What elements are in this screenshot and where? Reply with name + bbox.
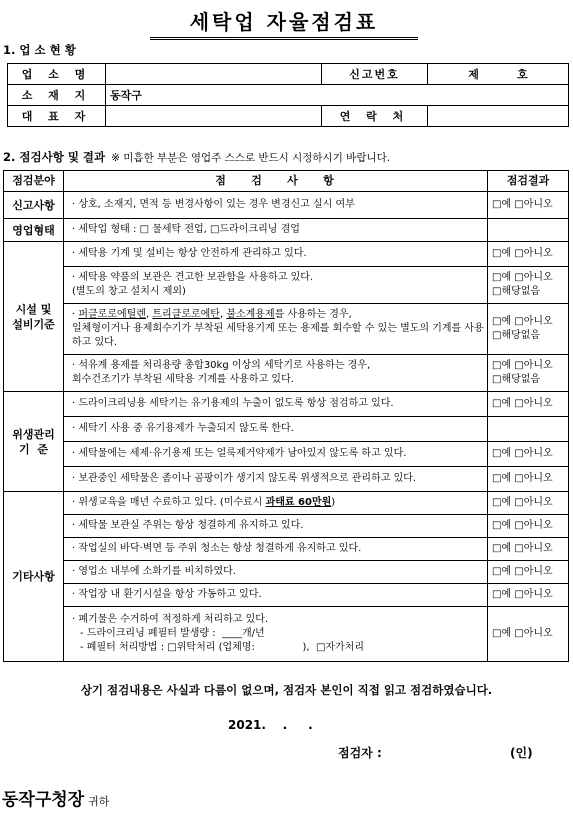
check-item (64, 492, 488, 515)
result-checkbox[interactable]: □예 □아니오 (488, 584, 569, 607)
result-checkbox[interactable]: □예 □아니오 (488, 242, 569, 267)
check-item: · 세탁용 기계 및 설비는 항상 안전하게 관리하고 있다. (64, 242, 488, 267)
category-facility-line1: 시설 및 (15, 302, 52, 316)
result-checkbox[interactable]: □예 □아니오 (488, 515, 569, 538)
check-item-line: · 폐기물은 수거하여 적정하게 처리하고 있다. (72, 614, 269, 625)
representative-field[interactable] (106, 106, 322, 127)
check-item-line: · 석유계 용제를 처리용량 총합30kg 이상의 세탁기로 사용하는 경우, (72, 360, 371, 371)
solvent-tca: 트리클로로에탄 (152, 309, 220, 320)
result-checkbox[interactable]: □예 □아니오 (488, 467, 569, 492)
check-item (64, 355, 488, 392)
check-item: · 보관중인 세탁물은 좀이나 곰팡이가 생기지 않도록 위생적으로 관리하고 있다. (64, 467, 488, 492)
result-checkbox[interactable]: □예 □아니오 (488, 538, 569, 561)
business-info-table (7, 63, 569, 127)
result-checkbox[interactable] (488, 355, 569, 392)
result-checkbox[interactable]: □예 □아니오 (488, 442, 569, 467)
inspector-label: 점검자 : (338, 746, 382, 760)
business-type-options[interactable]: · 세탁업 형태 : □ 물세탁 전업, □드라이크리닝 겸업 (64, 219, 488, 242)
check-item-text: 를 사용하는 경우, (274, 309, 352, 320)
check-item: · 드라이크리닝용 세탁기는 유기용제의 누출이 없도록 항상 점검하고 있다. (64, 392, 488, 417)
check-item-line: 회수건조기가 부착된 세탁용 기계를 사용하고 있다. (72, 374, 294, 385)
contact-field[interactable] (428, 106, 569, 127)
category-other: 기타사항 (4, 492, 64, 662)
category-hygiene-line1: 위생관리 (12, 427, 55, 441)
result-na[interactable]: □해당없음 (492, 286, 541, 297)
reg-no-label: 신고번호 (322, 64, 428, 85)
fine-amount: 과태료 60만원 (265, 497, 332, 508)
category-facility (4, 242, 64, 392)
check-item: · 세탁물에는 세제·유기용제 또는 얼룩제거약제가 남아있지 않도록 하고 있다. (64, 442, 488, 467)
category-hygiene (4, 392, 64, 492)
address-label: 소 재 지 (8, 85, 106, 106)
seal-mark: (인) (510, 746, 533, 760)
check-item: · 작업실의 바닥·벽면 등 주위 청소는 항상 청결하게 유지하고 있다. (64, 538, 488, 561)
result-yes-no[interactable]: □예 □아니오 (492, 272, 553, 283)
check-item-text: · 위생교육을 매년 수료하고 있다. (미수료시 (72, 497, 266, 508)
header-result: 점검결과 (488, 171, 569, 192)
addressee-name: 동작구청장 (2, 790, 85, 810)
check-item: · 작업장 내 환기시설을 항상 가동하고 있다. (64, 584, 488, 607)
solvent-fluorine: 불소계용제 (226, 309, 275, 320)
check-item (64, 304, 488, 355)
addressee (2, 785, 109, 810)
check-item: · 세탁기 사용 중 유기용제가 누출되지 않도록 한다. (64, 417, 488, 442)
check-item (64, 267, 488, 304)
result-na[interactable]: □해당없음 (492, 374, 541, 385)
category-report: 신고사항 (4, 192, 64, 219)
result-checkbox[interactable]: □예 □아니오 (488, 561, 569, 584)
address-field[interactable]: 동작구 (106, 85, 569, 106)
result-checkbox[interactable] (488, 267, 569, 304)
result-checkbox[interactable]: □예 □아니오 (488, 492, 569, 515)
category-form: 영업형태 (4, 219, 64, 242)
filter-disposal-options[interactable]: - 폐필터 처리방법 : □위탁처리 (업체명: ), □자가처리 (80, 642, 365, 653)
solvent-perc: 퍼클로로에틸렌 (78, 309, 146, 320)
result-checkbox[interactable] (488, 304, 569, 355)
contact-label: 연 락 처 (322, 106, 428, 127)
check-item-text: ) (331, 497, 336, 508)
separator: , (219, 309, 227, 320)
header-category: 점검분야 (4, 171, 64, 192)
check-item-line (72, 308, 485, 322)
check-item: · 상호, 소재지, 면적 등 변경사항이 있는 경우 변경신고 실시 여부 (64, 192, 488, 219)
result-checkbox[interactable]: □예 □아니오 (488, 392, 569, 417)
result-checkbox[interactable]: □예 □아니오 (488, 192, 569, 219)
result-yes-no[interactable]: □예 □아니오 (492, 316, 553, 327)
check-item (64, 607, 488, 662)
result-empty (488, 219, 569, 242)
result-checkbox[interactable]: □예 □아니오 (488, 607, 569, 662)
result-na[interactable]: □해당없음 (492, 330, 541, 341)
check-item: · 영업소 내부에 소화기를 비치하였다. (64, 561, 488, 584)
section2-heading (3, 149, 390, 165)
checklist-table (3, 170, 569, 662)
check-item-line: 일체형이거나 용제회수기가 부착된 세탁용기계 또는 용제를 회수할 수 있는 별도의 기계를 사용하고 있다. (72, 323, 484, 348)
date-field[interactable]: 2021. . . (228, 718, 313, 732)
category-hygiene-line2: 기 준 (19, 442, 48, 456)
representative-label: 대 표 자 (8, 106, 106, 127)
section2-title: 2. 점검사항 및 결과 (3, 150, 106, 164)
business-name-label: 업 소 명 (8, 64, 106, 85)
document-title: 세탁업 자율점검표 (150, 6, 418, 40)
bullet: · (72, 309, 79, 320)
section2-note: ※ 미흡한 부분은 영업주 스스로 반드시 시정하시기 바랍니다. (111, 152, 391, 164)
section1-heading: 1. 업 소 현 황 (3, 43, 76, 57)
result-yes-no[interactable]: □예 □아니오 (492, 360, 553, 371)
check-item-line: · 세탁용 약품의 보관은 견고한 보관함을 사용하고 있다. (72, 272, 314, 283)
addressee-suffix: 귀하 (88, 795, 110, 808)
category-facility-line2: 설비기준 (12, 317, 55, 331)
header-items: 점 검 사 항 (64, 171, 488, 192)
business-name-field[interactable] (106, 64, 322, 85)
check-item-line: (별도의 창고 설치시 제외) (72, 286, 186, 297)
filter-amount-field[interactable]: - 드라이크리닝 폐필터 발생량 : ____개/년 (80, 628, 265, 639)
attestation-statement: 상기 점검내용은 사실과 다름이 없으며, 점검자 본인이 직접 읽고 점검하였습니다. (80, 683, 493, 697)
check-item: · 세탁물 보관실 주위는 항상 청결하게 유지하고 있다. (64, 515, 488, 538)
separator: , (145, 309, 153, 320)
result-empty (488, 417, 569, 442)
reg-no-field[interactable]: 제 호 (428, 64, 569, 85)
